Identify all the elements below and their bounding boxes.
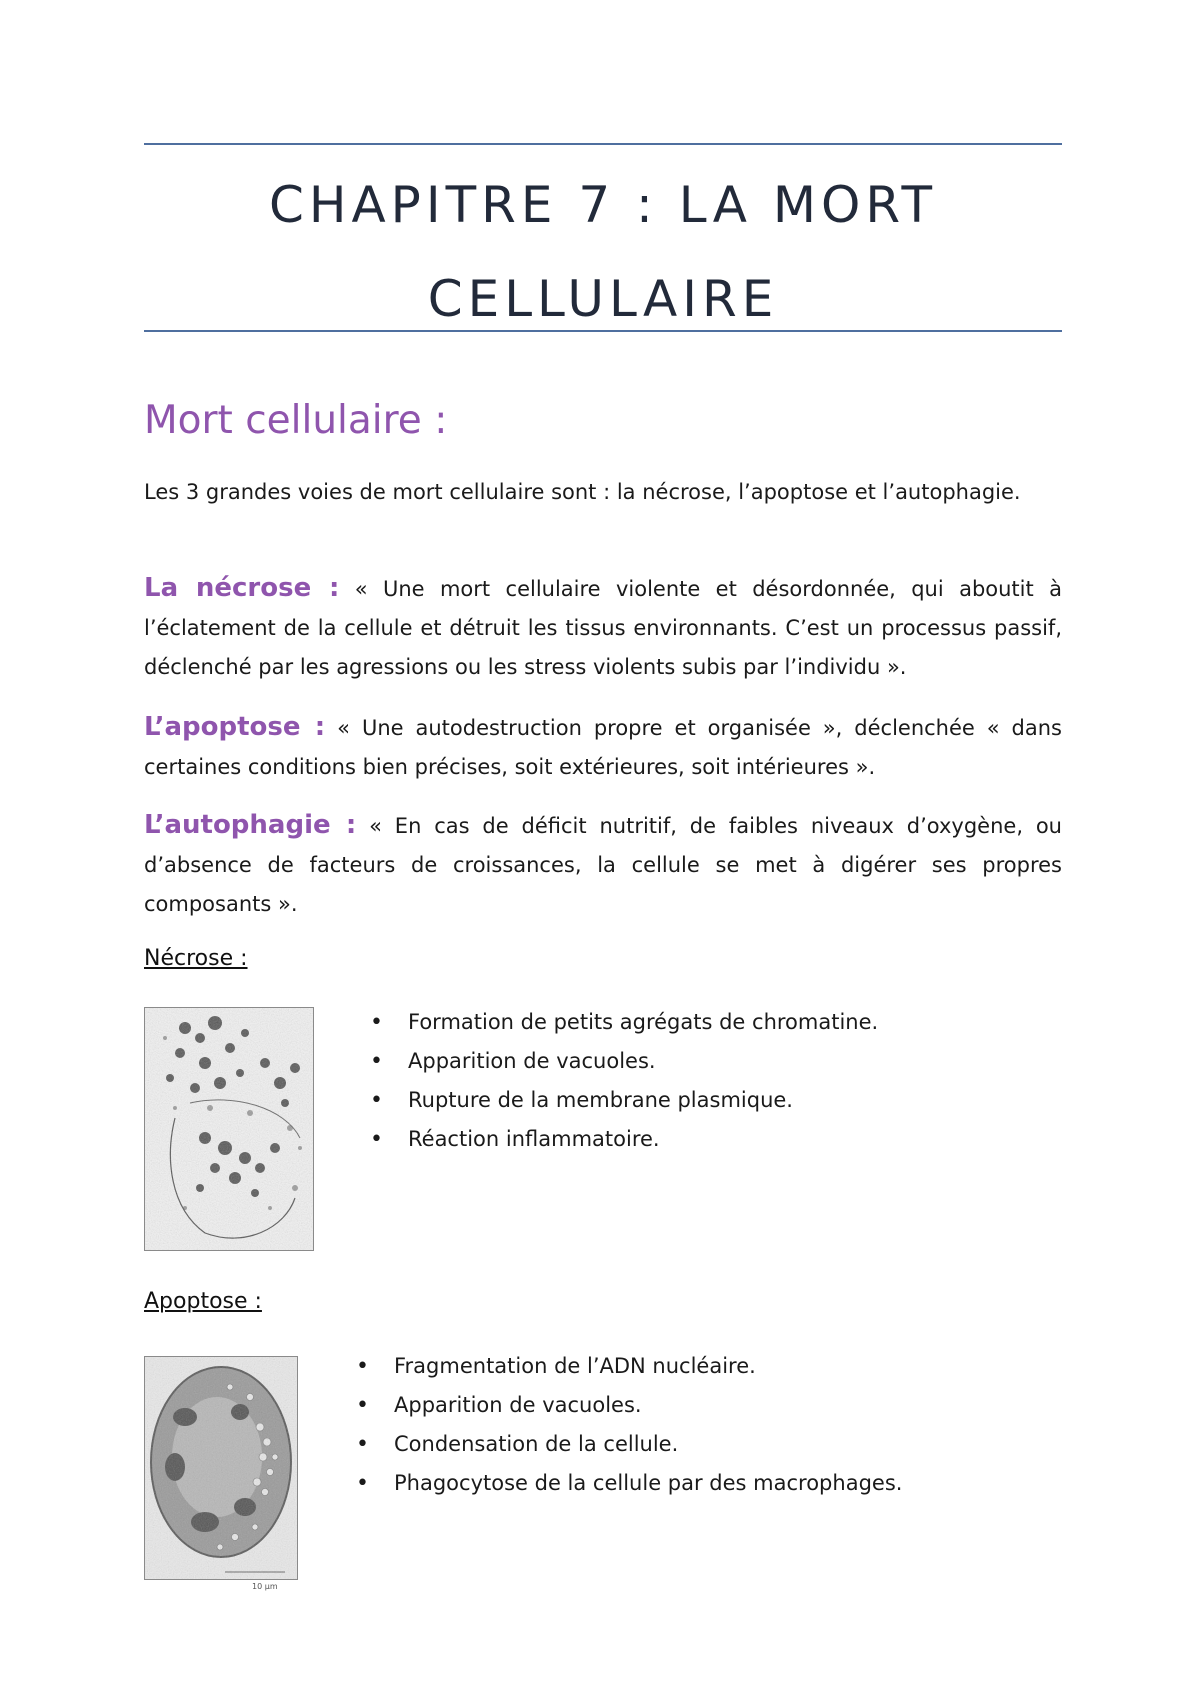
apoptose-bullet-4: • Phagocytose de la cellule par des macrophages. <box>394 1464 902 1503</box>
necrose-micrograph <box>144 1007 314 1251</box>
apoptose-term: L’apoptose : <box>144 712 326 742</box>
necrose-bullet-1: • Formation de petits agrégats de chromatine. <box>408 1003 878 1042</box>
necrose-definition <box>144 569 1062 687</box>
necrose-bullet-3: • Rupture de la membrane plasmique. <box>408 1081 878 1120</box>
title-bottom-rule <box>144 330 1062 332</box>
apoptose-bullet-1: • Fragmentation de l’ADN nucléaire. <box>394 1347 902 1386</box>
necrose-micrograph-image <box>145 1008 313 1250</box>
apoptose-bullet-list <box>394 1347 902 1503</box>
apoptose-bullet-2: • Apparition de vacuoles. <box>394 1386 902 1425</box>
apoptose-definition <box>144 708 1062 787</box>
section-heading: Mort cellulaire : <box>144 398 448 443</box>
necrose-term: La nécrose : <box>144 573 340 603</box>
necrose-bullet-list <box>408 1003 878 1159</box>
title-top-rule <box>144 143 1062 145</box>
necrose-definition-text: « Une mort cellulaire violente et désordonnée, qui aboutit à l’éclatement de la cellule et détruit les tissus environnants. C’est un processus passif, déclenché par les agressions ou les stress violents subis par l’individu ». <box>144 577 1062 679</box>
apoptose-bullet-3: • Condensation de la cellule. <box>394 1425 902 1464</box>
apoptose-subheading: Apoptose : <box>144 1289 262 1314</box>
autophagie-term: L’autophagie : <box>144 810 357 840</box>
necrose-subheading: Nécrose : <box>144 946 248 971</box>
intro-paragraph: Les 3 grandes voies de mort cellulaire sont : la nécrose, l’apoptose et l’autophagie. <box>144 480 1021 504</box>
necrose-bullet-2: • Apparition de vacuoles. <box>408 1042 878 1081</box>
apoptose-micrograph <box>144 1356 298 1580</box>
apoptose-micrograph-image <box>145 1357 297 1579</box>
chapter-title-line-2: CELLULAIRE <box>427 270 779 328</box>
scale-bar-label: 10 µm <box>252 1582 278 1591</box>
necrose-bullet-4: • Réaction inflammatoire. <box>408 1120 878 1159</box>
autophagie-definition <box>144 806 1062 924</box>
chapter-title-line-1: CHAPITRE 7 : LA MORT <box>268 176 938 234</box>
apoptose-definition-text: « Une autodestruction propre et organisée », déclenchée « dans certaines conditions bien précises, soit extérieures, soit intérieures ». <box>144 716 1063 779</box>
chapter-title <box>144 158 1062 346</box>
autophagie-definition-text: « En cas de déficit nutritif, de faibles niveaux d’oxygène, ou d’absence de facteurs de croissances, la cellule se met à digérer ses propres composants ». <box>144 814 1062 916</box>
